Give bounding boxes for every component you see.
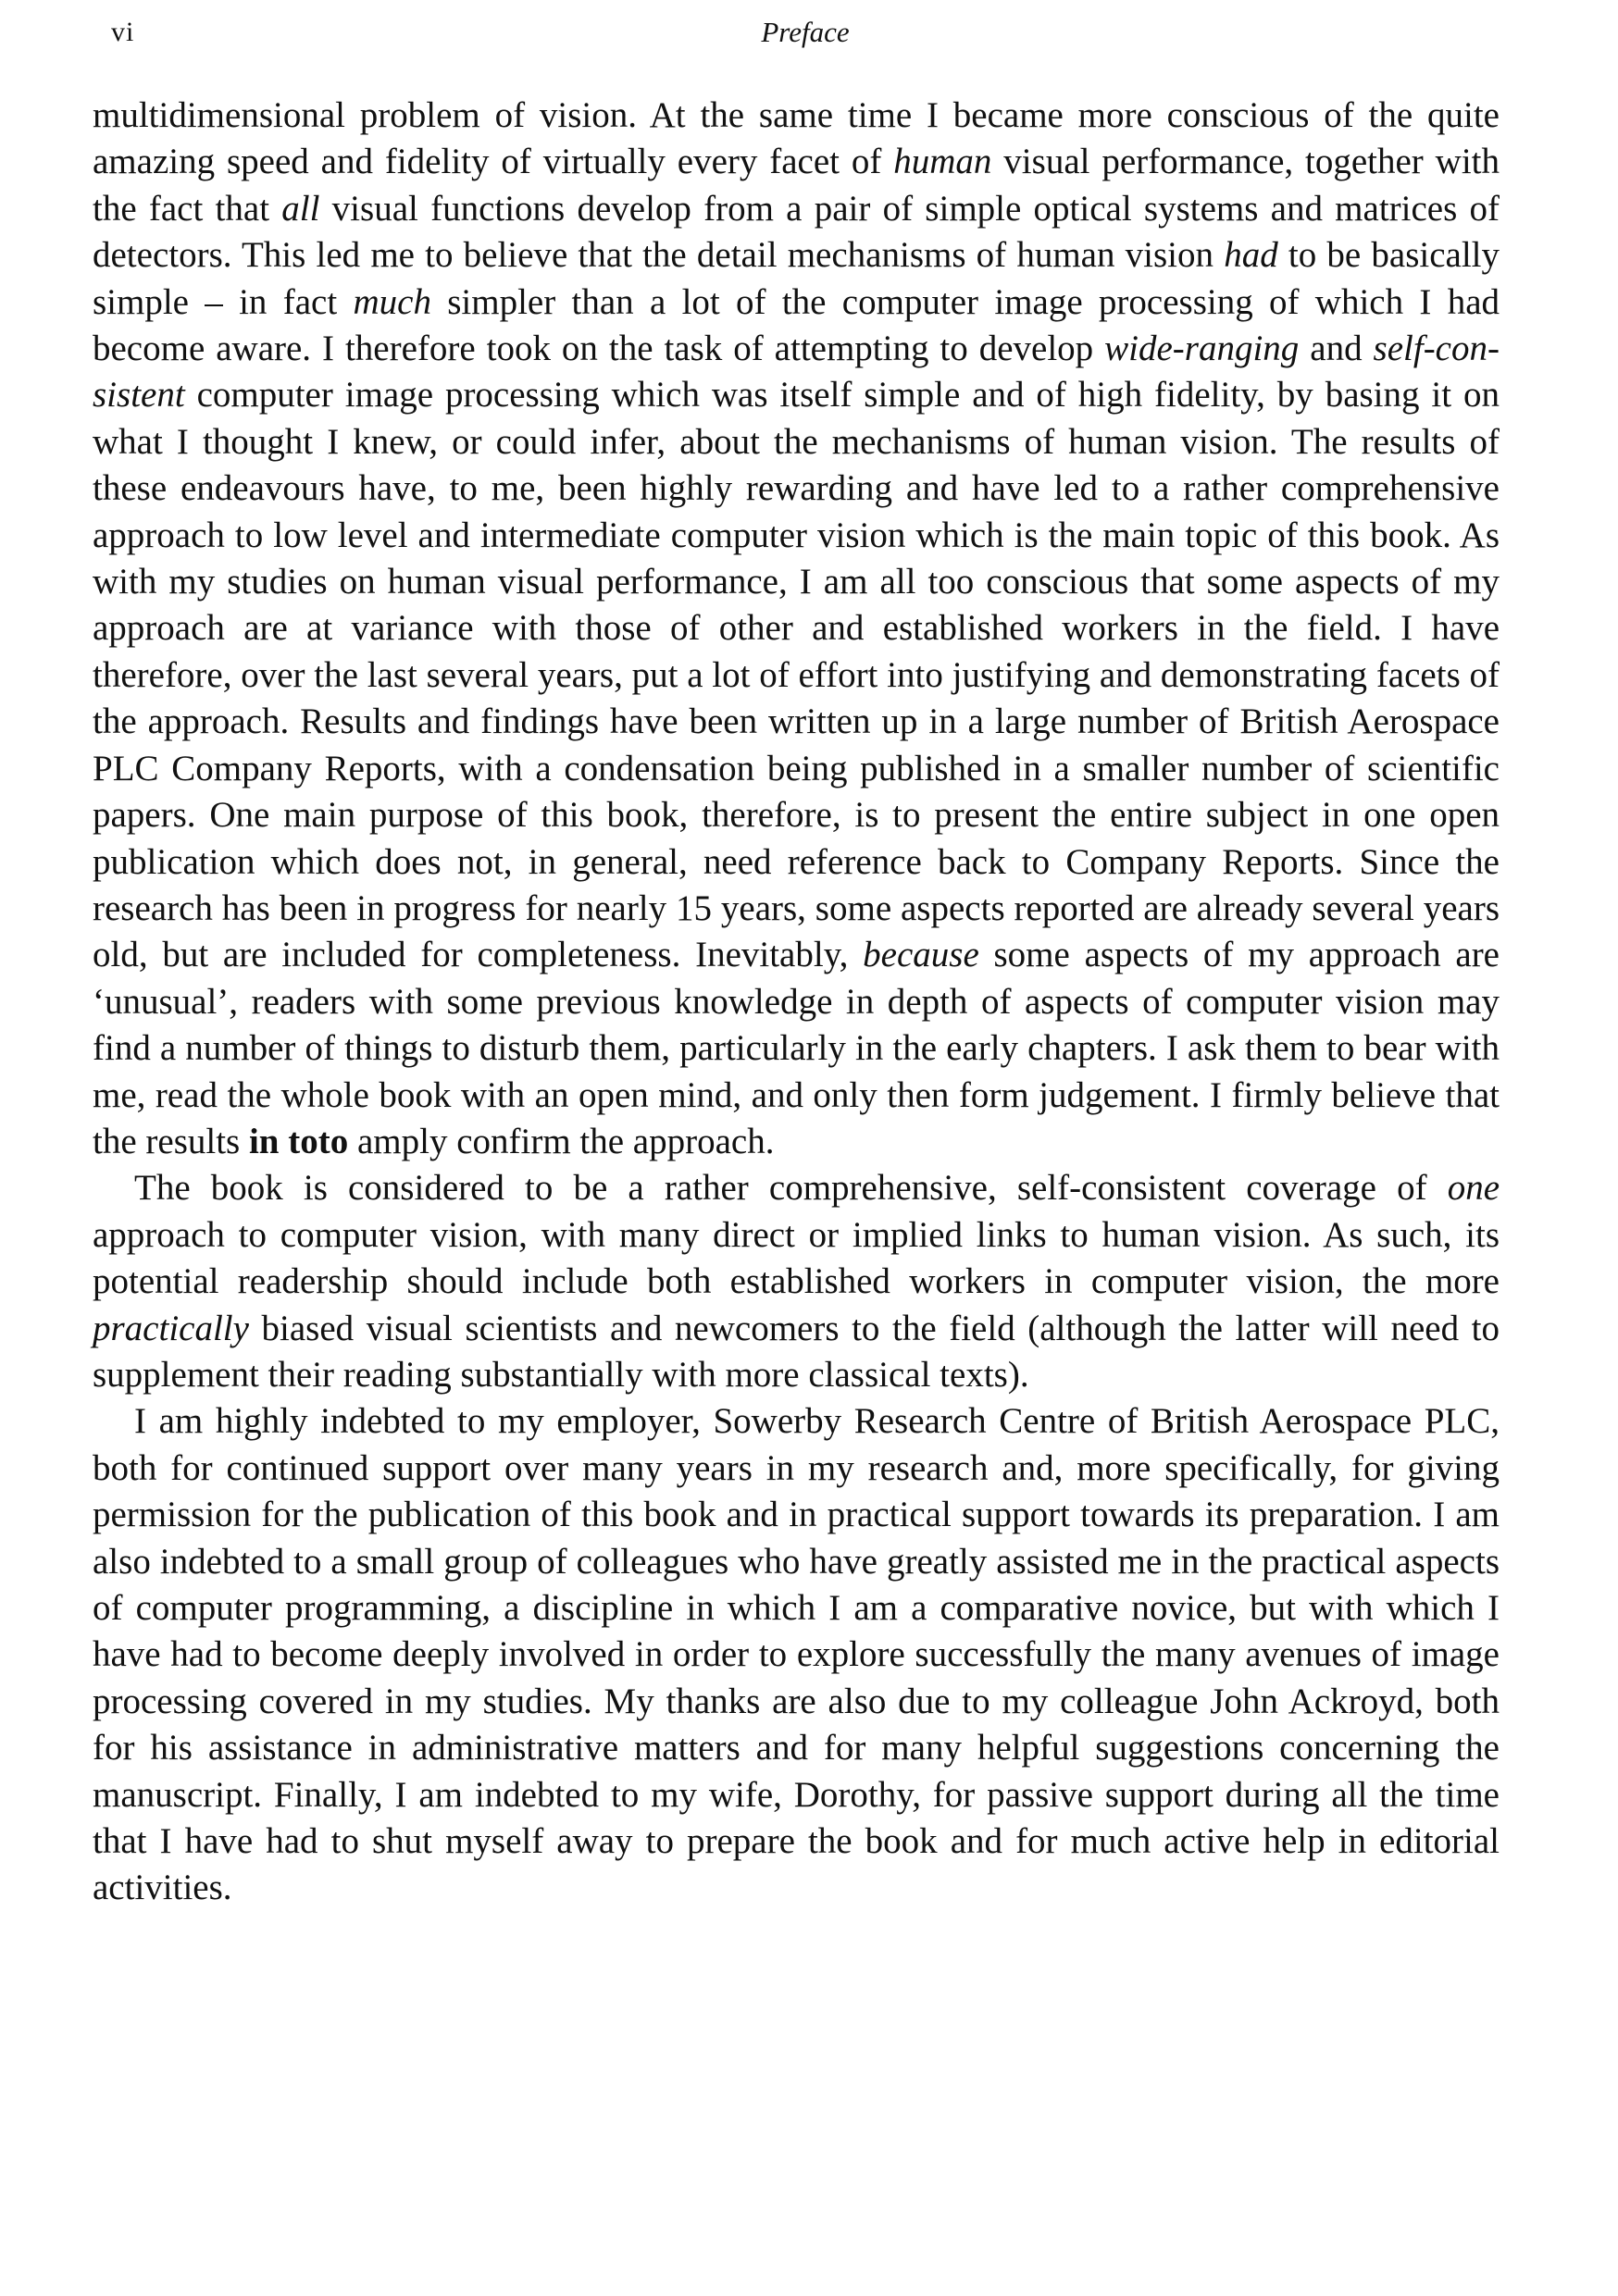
text-run: simpler than a lot of the computer image processing of which I had become aware. I therefore took on the task of attempting to develop: [93, 281, 1500, 369]
italic-text-run: practically: [93, 1308, 249, 1348]
italic-text-run: one: [1447, 1168, 1500, 1209]
italic-text-run: human: [893, 142, 992, 182]
running-head: [111, 9, 1500, 56]
text-run: visual performance, together with the fact that: [93, 142, 1500, 229]
paragraph: [93, 1398, 1500, 1911]
bold-text-run: in toto: [248, 1121, 349, 1161]
text-run: computer image processing which was itself simple and of high fidelity, by basing it on what I thought I knew, or could infer, about the mechanisms of human vision. The results of these endeavours have, to me, been highly rewarding and have led to a rather comprehensive approach to low level and intermediate computer vision which is the main topic of this book. As with my studies on human visual performance, I am all too conscious that some aspects of my approach are at variance with those of other and established workers in the field. I have therefore, over the last several years, put a lot of effort into justifying and demonstrating facets of the approach. Results and findings have been written up in a large number of British Aerospace PLC Company Reports, with a condensation being published in a smaller number of scientific papers. One main purpose of this book, therefore, is to present the entire subject in one open publication which does not, in general, need reference back to Company Reports. Since the research has been in progress for nearly 15 years, some aspects reported are already several years old, but are included for completeness. Inevitably,: [93, 375, 1500, 975]
italic-text-run: because: [863, 935, 979, 975]
italic-text-run: self-consistent: [93, 329, 1500, 416]
text-run: visual functions develop from a pair of simple optical systems and matrices of detectors. This led me to believe that the detail mechanisms of human vision: [93, 188, 1500, 276]
paragraph: [93, 1165, 1500, 1398]
italic-text-run: wide-ranging: [1104, 329, 1300, 369]
text-run: to be basically simple – in fact: [93, 235, 1500, 322]
text-run: and: [1299, 329, 1374, 369]
text-run: approach to computer vision, with many direct or implied links to human vision. As such, its potential readership should include both established workers in computer vision, the more: [93, 1214, 1500, 1302]
text-run: some aspects of my approach are ‘unusual’, readers with some previous knowledge in depth of aspects of computer vision may find a number of things to disturb them, particularly in the early chapters. I ask them to bear with me, read the whole book with an open mind, and only then form judgement. I firmly believe that the results: [93, 935, 1500, 1161]
italic-text-run: much: [353, 281, 431, 322]
running-title: Preface: [761, 16, 850, 48]
italic-text-run: all: [281, 188, 320, 229]
page-number: vi: [111, 17, 135, 47]
text-run: biased visual scientists and newcomers to the field (although the latter will need to supplement their reading substantially with more classical texts).: [93, 1308, 1500, 1395]
text-run: The book is considered to be a rather comprehensive, self-consistent coverage of: [134, 1168, 1448, 1209]
italic-text-run: had: [1224, 235, 1278, 276]
text-run: multidimensional problem of vision. At the same time I became more conscious of the quite amazing speed and fidelity of virtually every facet of: [93, 95, 1500, 182]
paragraph: [93, 93, 1500, 1165]
preface-body: [93, 93, 1500, 1912]
text-run: I am highly indebted to my employer, Sowerby Research Centre of British Aerospace PLC, both for continued support over many years in my research and, more specifically, for giving permission for the publication of this book and in practical support towards its preparation. I am also indebted to a small group of colleagues who have greatly assisted me in the practical aspects of computer programming, a discipline in which I am a comparative novice, but with which I have had to become deeply involved in order to explore successfully the many avenues of image processing covered in my studies. My thanks are also due to my colleague John Ackroyd, both for his assistance in administrative matters and for many helpful suggestions concerning the manuscript. Finally, I am indebted to my wife, Dorothy, for passive support during all the time that I have had to shut myself away to prepare the book and for much active help in editorial activities.: [93, 1401, 1500, 1908]
text-run: amply confirm the approach.: [348, 1121, 775, 1161]
